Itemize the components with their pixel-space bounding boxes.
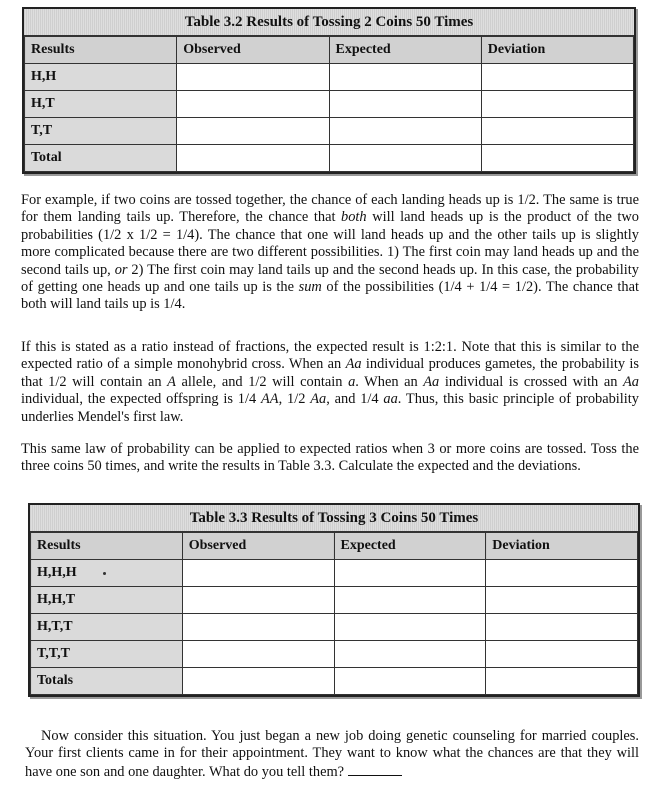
genotype-italic: Aa <box>423 373 440 390</box>
table-3-3-title: Table 3.3 Results of Tossing 3 Coins 50 Times <box>30 505 638 532</box>
table-row <box>31 560 638 587</box>
column-header-results: Results <box>25 37 177 64</box>
row-label-ttt: T,T,T <box>31 641 183 668</box>
paragraph-coin-probability <box>21 192 639 314</box>
expected-cell[interactable] <box>334 560 486 587</box>
genotype-italic: Aa <box>345 356 362 373</box>
observed-cell[interactable] <box>177 91 329 118</box>
text-span: , and 1/4 <box>326 391 384 408</box>
table-row <box>31 587 638 614</box>
expected-cell[interactable] <box>329 91 481 118</box>
text-span: If this is stated as a ratio instead of fractions, the expected result is 1:2:1. Note that this is similar to the expected ratio of a simple monohybrid cross. When an <box>21 339 639 373</box>
table-3-2 <box>22 7 636 174</box>
row-label-hh: H,H <box>25 64 177 91</box>
text-span: For example, if two coins are tossed together, the chance of each landing heads up is 1/2. The same is true for them landing tails up. Therefore, the chance that <box>21 192 639 226</box>
text-span: allele, and 1/2 will contain <box>175 373 349 390</box>
row-label-hht: H,H,T <box>31 587 183 614</box>
expected-cell[interactable] <box>334 668 486 695</box>
row-label-totals: Totals <box>31 668 183 695</box>
genotype-italic: Aa <box>310 391 327 408</box>
allele-italic: A <box>167 373 176 390</box>
emphasis-or: or <box>114 261 128 278</box>
text-span: individual produces gametes, the probability is that 1/2 will contain an <box>21 356 640 390</box>
observed-cell[interactable] <box>177 118 329 145</box>
expected-cell[interactable] <box>334 614 486 641</box>
text-span: 2) The first coin may land tails up and the second heads up. In this case, the probability of getting one heads up and one tails up is the <box>21 261 639 296</box>
column-header-observed: Observed <box>177 37 329 64</box>
paragraph-three-coins: This same law of probability can be applied to expected ratios when 3 or more coins are tossed. Toss the three coins 50 times, and write the results in Table 3.3. Calculate the expected and the deviations. <box>21 441 639 475</box>
text-span: , 1/2 <box>278 391 311 408</box>
observed-cell[interactable] <box>182 587 334 614</box>
text-span: Now consider this situation. You just began a new job doing genetic counseling for married couples. Your first clients came in for their appointment. They want to know what the chances are that they will have one son and one daughter. What do you tell them? <box>25 728 639 780</box>
genotype-italic: AA <box>261 391 279 408</box>
table-row <box>31 614 638 641</box>
expected-cell[interactable] <box>334 587 486 614</box>
observed-cell[interactable] <box>177 64 329 91</box>
observed-cell[interactable] <box>182 560 334 587</box>
row-label-total: Total <box>25 145 177 172</box>
column-header-observed: Observed <box>182 533 334 560</box>
deviation-cell[interactable] <box>486 560 638 587</box>
deviation-cell[interactable] <box>486 587 638 614</box>
genotype-italic: aa <box>383 391 398 408</box>
table-row <box>31 668 638 695</box>
column-header-results: Results <box>31 533 183 560</box>
table-3-2-title: Table 3.2 Results of Tossing 2 Coins 50 Times <box>24 9 634 36</box>
column-header-expected: Expected <box>329 37 481 64</box>
table-row <box>25 145 634 172</box>
row-label-ht: H,T <box>25 91 177 118</box>
deviation-cell[interactable] <box>486 668 638 695</box>
paragraph-ratio <box>21 339 639 426</box>
expected-cell[interactable] <box>329 64 481 91</box>
observed-cell[interactable] <box>182 614 334 641</box>
deviation-cell[interactable] <box>481 91 633 118</box>
table-3-3-grid <box>30 532 638 695</box>
deviation-cell[interactable] <box>486 614 638 641</box>
deviation-cell[interactable] <box>481 145 633 172</box>
stray-mark <box>103 572 106 575</box>
column-header-deviation: Deviation <box>486 533 638 560</box>
table-3-3 <box>28 503 640 697</box>
answer-blank[interactable] <box>348 763 402 776</box>
table-row <box>31 641 638 668</box>
table-row <box>25 91 634 118</box>
row-label-hhh: H,H,H <box>31 560 183 587</box>
allele-italic: a <box>348 373 356 390</box>
text-span: . Thus, this basic principle of probability underlies Mendel's first law. <box>21 391 639 425</box>
table-row <box>25 64 634 91</box>
paragraph-genetic-counseling <box>25 728 639 781</box>
text-span: individual is crossed with an <box>439 373 623 390</box>
table-3-2-grid <box>24 36 634 172</box>
row-label-tt: T,T <box>25 118 177 145</box>
deviation-cell[interactable] <box>486 641 638 668</box>
deviation-cell[interactable] <box>481 118 633 145</box>
emphasis-both: both <box>341 209 367 226</box>
observed-cell[interactable] <box>177 145 329 172</box>
table-row <box>25 118 634 145</box>
observed-cell[interactable] <box>182 641 334 668</box>
deviation-cell[interactable] <box>481 64 633 91</box>
text-span: of the possibilities (1/4 + 1/4 = 1/2). The chance that both will land tails up is 1/4. <box>21 279 639 313</box>
text-span: will land heads up is the product of the two probabilities (1/2 x 1/2 = 1/4). The chance that one will land heads up and the other tails up is slightly more complicated because there are two different possibilities. 1) The first coin may land heads up and the second tails up, <box>21 209 639 278</box>
expected-cell[interactable] <box>329 118 481 145</box>
text-span: . When an <box>355 373 424 390</box>
row-label-htt: H,T,T <box>31 614 183 641</box>
expected-cell[interactable] <box>329 145 481 172</box>
observed-cell[interactable] <box>182 668 334 695</box>
column-header-deviation: Deviation <box>481 37 633 64</box>
column-header-expected: Expected <box>334 533 486 560</box>
genotype-italic: Aa <box>622 373 639 390</box>
text-span: individual, the expected offspring is 1/4 <box>21 391 261 408</box>
expected-cell[interactable] <box>334 641 486 668</box>
emphasis-sum: sum <box>298 279 322 296</box>
